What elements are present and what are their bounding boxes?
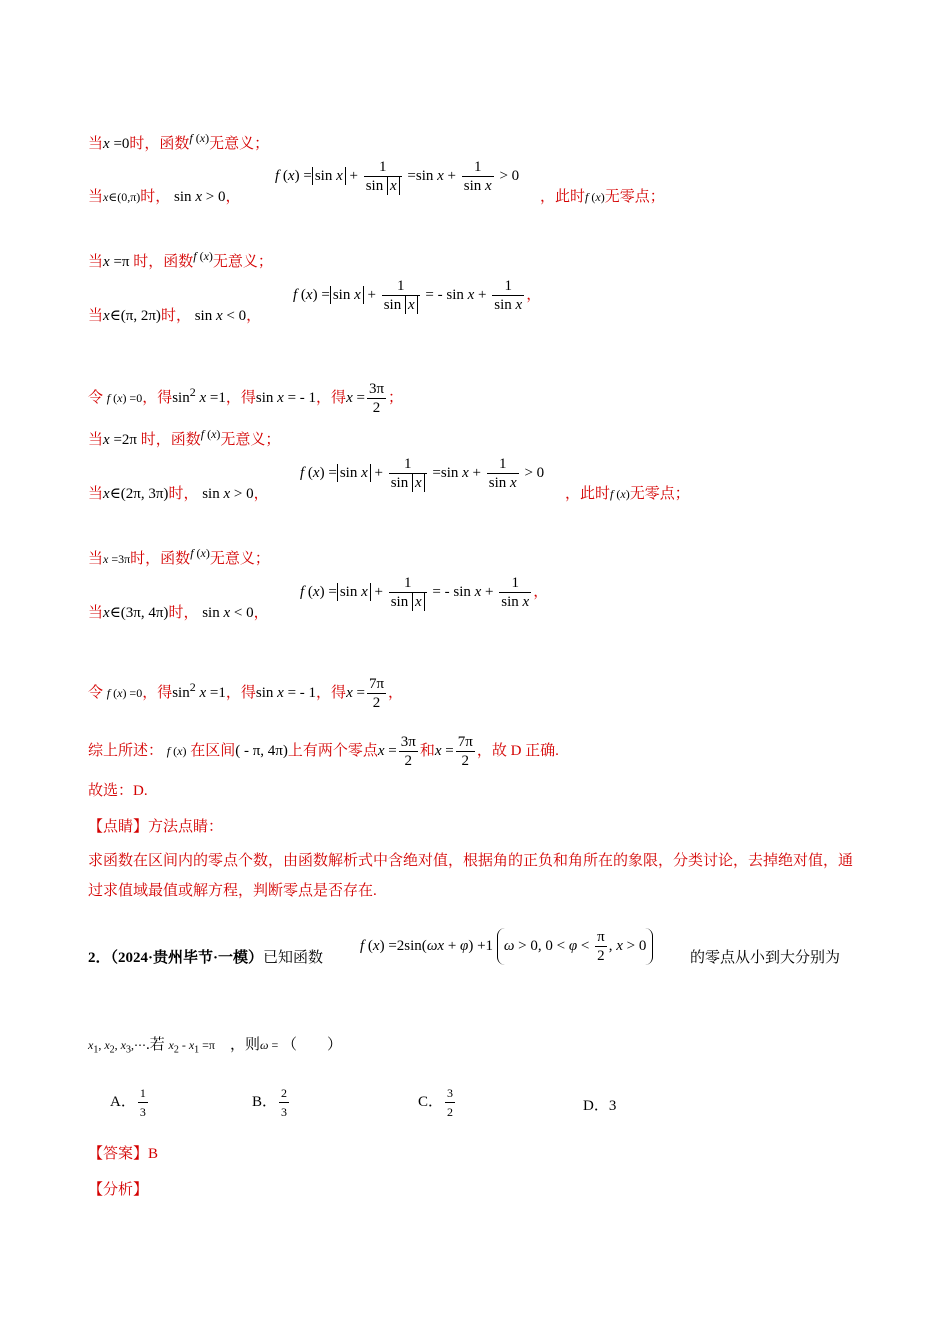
question-2-line-2: $x_1$, $x_2$, $x_3,\cdots$.若 $x_2 - x_1 =\pi$ ，则ω = （ ）: [88, 1037, 343, 1056]
case-line-8: 当x =3π时，函数$^{f (x)}$无意义；: [88, 546, 270, 567]
case-line-9: 当x∈(3π, 4π)时， sin x < 0，: [88, 605, 269, 621]
equation-2: f (x) = sin x + $\frac{1}{\text{sin x}}$ =sin x + $\frac{1}{\text{sin x}}$ > 0: [275, 159, 520, 194]
option-b[interactable]: B． $\frac{2}{3}$: [252, 1086, 288, 1119]
case-line-1: 当x =0时，函数$^{f (x)}$无意义；: [88, 131, 270, 152]
case-line-10: 令 f (x) =0，得$\sin^2 x =1$，得sin x = - 1，得x = $\frac{7\pi}{2}$ ，: [88, 676, 404, 711]
equation-7: f (x) = sin x + $\frac{1}{\text{sin x}}$ =sin x + $\frac{1}{\text{sin x}}$ > 0: [300, 456, 545, 491]
summary-line: 综上所述： f (x) 在区间( - π, 4π)上有两个零点x = $\frac{3\pi}{2}$ 和x = $\frac{7\pi}{2}$ ，故 D 正确.: [88, 734, 559, 769]
case-line-4: 当x∈(π, 2π)时， sin x < 0，: [88, 308, 262, 324]
question-number: 2．（2024·贵州毕节·一模）: [88, 950, 264, 966]
case-line-6: 当x =2π 时，函数$^{f (x)}$无意义；: [88, 427, 281, 448]
case-line-2: 当x∈(0,π)时， sin x > 0，: [88, 189, 241, 205]
answer-label: 【答案】B: [88, 1146, 159, 1162]
question-2-line-1: 2．（2024·贵州毕节·一模）已知函数: [88, 950, 324, 966]
option-c[interactable]: C． $\frac{3}{2}$: [418, 1086, 454, 1119]
analysis-label: 【分析】: [88, 1182, 149, 1198]
case-line-5: 令 f (x) =0，得$\sin^2 x =1$，得sin x = - 1，得x = $\frac{3\pi}{2}$ ；: [88, 381, 404, 416]
case-line-2-tail: ，此时f (x)无零点；: [540, 189, 665, 205]
equation-4: f (x) = sin x + $\frac{1}{\text{sin x}}$ = - sin x + $\frac{1}{\text{sin x}}$ ，: [293, 278, 542, 313]
answer-choice-line: 故选：D.: [88, 783, 148, 799]
question-function: f (x) =2sin(ωx + φ) +1 ω > 0, 0 < φ < $\frac{\pi}{2}$ , x > 0: [360, 928, 653, 965]
question-2-tail: 的零点从小到大分别为: [690, 950, 841, 966]
option-a[interactable]: A． $\frac{1}{3}$: [110, 1086, 146, 1119]
case-line-7: 当x∈(2π, 3π)时， sin x > 0，: [88, 486, 269, 502]
case-line-3: 当x =π 时，函数$^{f (x)}$无意义；: [88, 249, 273, 270]
option-d[interactable]: D．3: [583, 1098, 617, 1114]
tip-text: 求函数在区间内的零点个数，由函数解析式中含绝对值，根据角的正负和角所在的象限，分类讨论，去掉绝对值，通过求值域最值或解方程，判断零点是否存在.: [88, 853, 854, 899]
case-line-7-tail: ，此时f (x)无零点；: [565, 486, 690, 502]
tip-label: 【点睛】方法点睛：: [88, 819, 224, 835]
equation-9: f (x) = sin x + $\frac{1}{\text{sin x}}$ = - sin x + $\frac{1}{\text{sin x}}$ ，: [300, 575, 549, 610]
